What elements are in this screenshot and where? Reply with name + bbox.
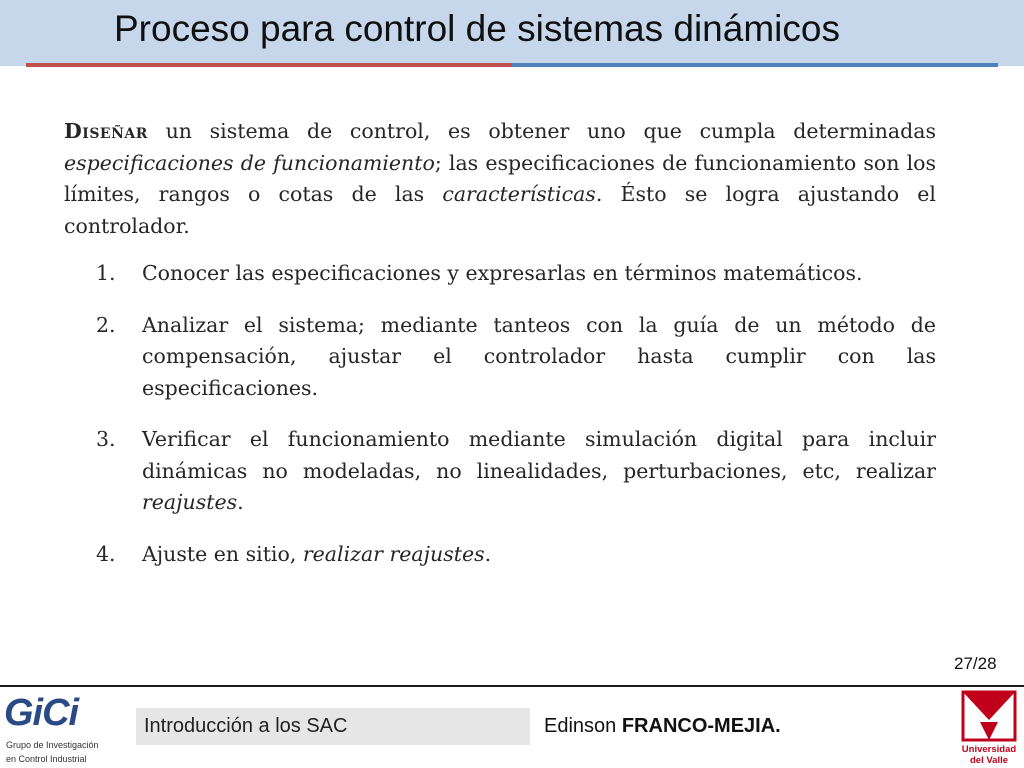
list-item — [64, 539, 936, 571]
author-first-name: Edinson — [544, 715, 617, 737]
page-number: 27/28 — [954, 654, 997, 673]
gici-logo-subtitle-2: en Control Industrial — [6, 754, 87, 764]
intro-text-1: un sistema de control, es obtener uno que cumpla determinadas — [147, 119, 936, 143]
list-item — [64, 424, 936, 519]
univalle-logo-line-1: Universidad — [961, 744, 1017, 755]
title-underline-red — [26, 63, 512, 67]
slide-body — [64, 116, 936, 590]
gici-logo-subtitle-1: Grupo de Investigación — [6, 740, 99, 750]
step-tail: . — [484, 541, 492, 566]
step-number: 4. — [96, 541, 116, 566]
intro-text-3: . Ésto se logra ajustando el controlador. — [64, 182, 936, 238]
univalle-emblem-icon — [960, 688, 1018, 744]
intro-text-2: ; las especificaciones de funcionamiento son los límites, rangos o cotas de las — [64, 150, 936, 206]
title-underline-blue — [512, 63, 998, 67]
list-item — [64, 310, 936, 405]
univalle-logo — [960, 688, 1018, 768]
step-emphasis: realizar reajustes — [302, 541, 485, 566]
step-text: Analizar el sistema; mediante tanteos con la guía de un método de compensación, ajustar el controlador hasta cumplir con las especificaciones. — [142, 312, 936, 400]
author-label — [544, 715, 781, 738]
footer-divider — [0, 685, 1024, 687]
step-text: Conocer las especificaciones y expresarlas en términos matemáticos. — [142, 261, 863, 285]
course-label: Introducción a los SAC — [144, 715, 348, 737]
steps-list — [64, 258, 936, 570]
step-number: 2. — [96, 312, 116, 337]
list-item — [64, 258, 936, 290]
step-number: 3. — [96, 427, 116, 451]
step-tail: . — [237, 490, 244, 514]
gici-logo — [2, 692, 98, 768]
step-number: 1. — [96, 261, 116, 285]
intro-emphasis-2: características — [442, 182, 596, 206]
intro-emphasis-1: especificaciones de funcionamiento — [64, 150, 435, 175]
intro-paragraph — [64, 116, 936, 242]
step-emphasis: reajustes — [142, 490, 238, 514]
step-text: Ajuste en sitio, — [142, 541, 303, 566]
course-label-box — [136, 708, 530, 745]
intro-lead-word: Diseñar — [64, 119, 148, 143]
univalle-logo-line-2: del Valle — [969, 755, 1009, 766]
step-text: Verificar el funcionamiento mediante simulación digital para incluir dinámicas no modeladas, no linealidades, perturbaciones, etc, realizar — [142, 427, 936, 483]
slide-title: Proceso para control de sistemas dinámicos — [114, 8, 840, 49]
author-last-name: FRANCO-MEJIA. — [621, 715, 781, 737]
gici-logo-wordmark: GiCi — [4, 692, 79, 734]
